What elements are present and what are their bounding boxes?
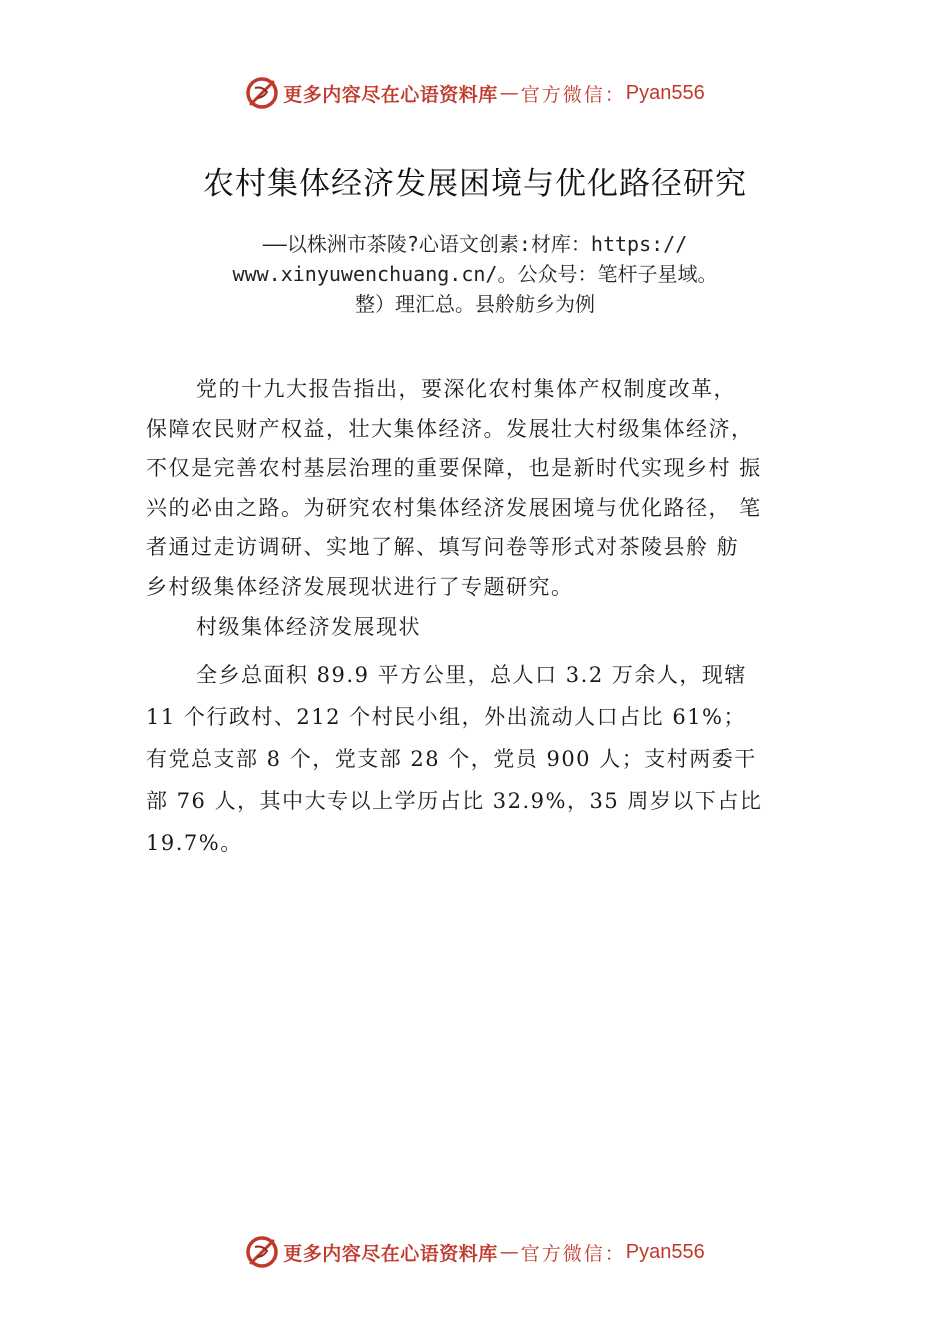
stats-paragraph <box>146 654 822 864</box>
banner-wechat-label: 官方微信： <box>520 83 626 106</box>
banner-separator: — <box>499 1241 519 1263</box>
paragraph-line: 保障农民财产权益，壮大集体经济。发展壮大村级集体经济， <box>146 416 754 441</box>
paragraph-line: 不仅是完善农村基层治理的重要保障，也是新时代实现乡村 振 <box>146 456 762 480</box>
subtitle-line: 整）理汇总。县舲舫乡为例 <box>355 292 595 316</box>
paragraph-line: 者通过走访调研、实地了解、填写问卷等形式对茶陵县舲 舫 <box>146 535 740 559</box>
header-banner <box>0 73 950 113</box>
banner-wechat-id: Pyan556 <box>625 1240 705 1263</box>
red-circle-pen-logo-icon <box>245 1235 279 1269</box>
subtitle-line: www.xinyuwenchuang.cn/。公众号：笔杆子星域。 <box>232 262 718 286</box>
document-title: 农村集体经济发展困境与优化路径研究 <box>203 166 747 202</box>
banner-wechat-label: 官方微信： <box>520 1242 626 1265</box>
paragraph-line: 19.7%。 <box>146 830 243 855</box>
paragraph-line: 兴的必由之路。为研究农村集体经济发展困境与优化路径， 笔 <box>146 495 762 520</box>
document-body <box>146 370 822 864</box>
red-circle-pen-logo-icon <box>245 76 279 110</box>
paragraph-line: 部 76 人，其中大专以上学历占比 32.9%，35 周岁以下占比 <box>146 788 763 813</box>
banner-main-text: 更多内容尽在心语资料库 <box>283 1242 498 1265</box>
banner-main-text: 更多内容尽在心语资料库 <box>283 83 498 106</box>
banner-separator: — <box>499 82 519 104</box>
paragraph-line: 党的十九大报告指出，要深化农村集体产权制度改革， <box>196 377 736 401</box>
paragraph-line: 乡村级集体经济发展现状进行了专题研究。 <box>146 574 574 599</box>
banner-wechat-id: Pyan556 <box>625 81 705 104</box>
paragraph-line: 全乡总面积 89.9 平方公里，总人口 3.2 万余人，现辖 <box>196 662 747 687</box>
section-heading: 村级集体经济发展现状 <box>196 615 421 639</box>
paragraph-line: 有党总支部 8 个，党支部 28 个，党员 900 人；支村两委干 <box>146 746 757 771</box>
subtitle-line: ——以株洲市茶陵?心语文创素:材库：https:// <box>262 232 688 256</box>
intro-paragraph <box>146 370 822 607</box>
document-subtitle <box>150 229 800 319</box>
paragraph-line: 11 个行政村、212 个村民小组，外出流动人口占比 61%； <box>146 704 747 729</box>
footer-banner <box>0 1232 950 1272</box>
